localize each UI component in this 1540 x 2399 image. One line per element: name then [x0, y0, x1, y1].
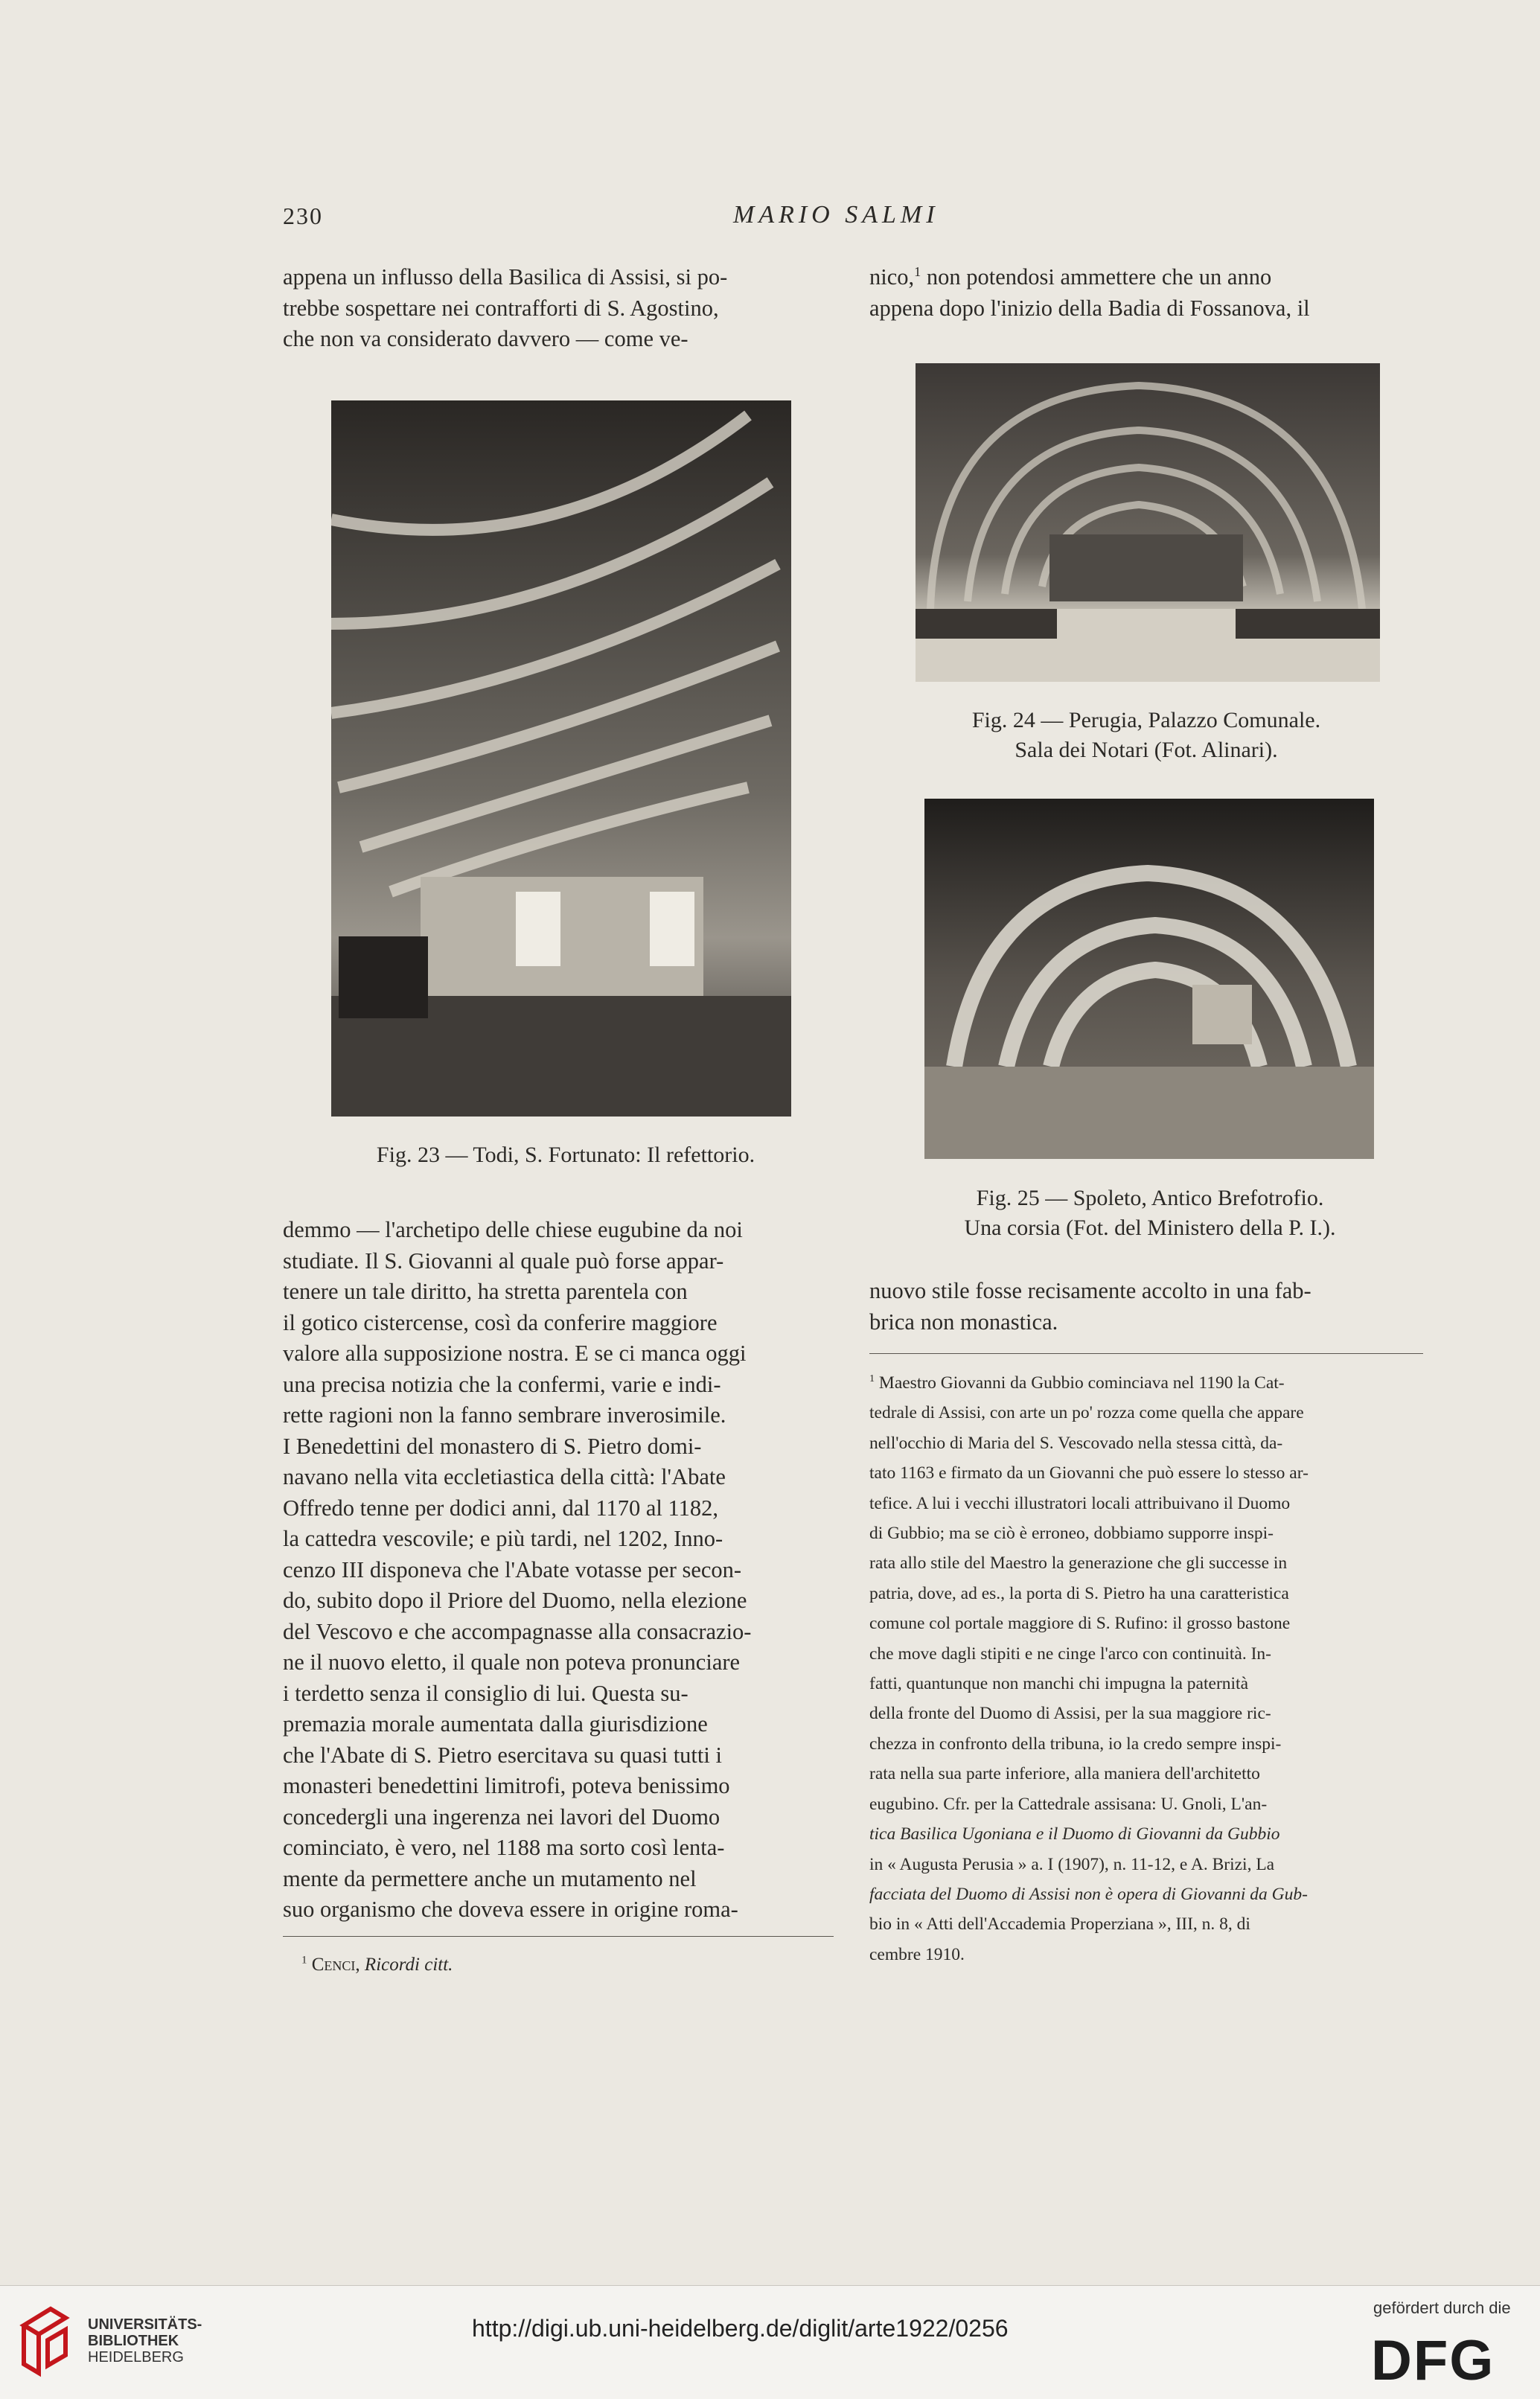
footnote-ref: 1: [914, 263, 921, 279]
footnote-left: [301, 1955, 674, 1975]
figure-24-caption-line-2: Sala dei Notari (Fot. Alinari).: [1015, 738, 1278, 762]
text-line: I Benedettini del monastero di S. Pietro domi-: [283, 1433, 702, 1459]
footnote-line: tato 1163 e firmato da un Giovanni che può essere lo stesso ar-: [869, 1463, 1309, 1483]
footnote-line: nell'occhio di Maria del S. Vescovado nella stessa città, da-: [869, 1433, 1283, 1453]
figure-25-photo: [924, 799, 1374, 1159]
text-line: concedergli una ingerenza nei lavori del Duomo: [283, 1804, 721, 1830]
text-line: cominciato, è vero, nel 1188 ma sorto così lenta-: [283, 1835, 725, 1860]
text-line: nuovo stile fosse recisamente accolto in una fab-: [869, 1278, 1311, 1303]
footnote-line: bio in « Atti dell'Accademia Properziana », III, n. 8, di: [869, 1914, 1250, 1935]
text-line: navano nella vita eccletiastica della città: l'Abate: [283, 1464, 726, 1489]
text-line: demmo — l'archetipo delle chiese eugubine da noi: [283, 1217, 743, 1242]
footnote-line: eugubino. Cfr. per la Cattedrale assisana: U. Gnoli, L'an-: [869, 1794, 1268, 1814]
figure-25-caption-line-1: Fig. 25 — Spoleto, Antico Brefotrofio.: [976, 1186, 1324, 1210]
footnote-line: tedrale di Assisi, con arte un po' rozza come quella che appare: [869, 1403, 1304, 1423]
text-line: ne il nuovo eletto, il quale non poteva pronunciare: [283, 1649, 741, 1675]
text-line: brica non monastica.: [869, 1309, 1058, 1335]
footnote-line: rata allo stile del Maestro la generazione che gli successe in: [869, 1553, 1288, 1574]
left-column-top: [283, 262, 834, 355]
figure-24-caption: [893, 706, 1399, 765]
left-column-main: [283, 1215, 834, 1926]
text-line: nico,$^1$ non potendosi ammettere che un anno: [869, 263, 1272, 290]
right-column-main: [869, 1276, 1423, 1338]
text-line: che non va considerato davvero — come ve-: [283, 326, 688, 351]
footnote-line: cembre 1910.: [869, 1944, 965, 1964]
right-column-top: [869, 262, 1423, 324]
figure-23-caption: Fig. 23 — Todi, S. Fortunato: Il refettorio.: [376, 1143, 755, 1167]
footnote-right: [869, 1368, 1423, 1970]
footnote-line: $^1$ Maestro Giovanni da Gubbio cominciava nel 1190 la Cat-: [869, 1373, 1285, 1393]
figure-25-caption-line-2: Una corsia (Fot. del Ministero della P. I.).: [964, 1216, 1336, 1240]
text-line: do, subito dopo il Priore del Duomo, nella elezione: [283, 1588, 747, 1613]
footnote-rule-left: [283, 1936, 834, 1937]
figure-25-caption: [893, 1183, 1407, 1243]
text-line: trebbe sospettare nei contrafforti di S. Agostino,: [283, 295, 719, 321]
figure-24-caption-line-1: Fig. 24 — Perugia, Palazzo Comunale.: [971, 708, 1321, 732]
university-library-logo[interactable]: [18, 2303, 71, 2377]
footnote-line: in « Augusta Perusia » a. I (1907), n. 11-12, e A. Brizi, La: [869, 1854, 1275, 1874]
figure-24-photo: [916, 363, 1380, 682]
figure-23-photo: [331, 400, 791, 1117]
footnote-author: Cenci,: [311, 1955, 360, 1975]
text-line: studiate. Il S. Giovanni al quale può forse appar-: [283, 1248, 724, 1274]
dfg-logo[interactable]: DFG: [1371, 2329, 1495, 2392]
footnote-line: comune col portale maggiore di S. Rufino: il grosso bastone: [869, 1614, 1291, 1634]
permalink-url[interactable]: http://digi.ub.uni-heidelberg.de/diglit/arte1922/0256: [472, 2315, 1009, 2342]
text-line: cenzo III disponeva che l'Abate votasse per secon-: [283, 1556, 742, 1582]
text-line: monasteri benedettini limitrofi, poteva benissimo: [283, 1773, 730, 1798]
footnote-line: della fronte del Duomo di Assisi, per la sua maggiore ric-: [869, 1704, 1271, 1724]
university-library-name: UNIVERSITÄTS- BIBLIOTHEK HEIDELBERG: [88, 2316, 202, 2366]
text-line: suo organismo che doveva essere in origine roma-: [283, 1897, 738, 1922]
footnote-rule-right: [869, 1353, 1423, 1354]
footnote-line: patria, dove, ad es., la porta di S. Pietro ha una caratteristica: [869, 1583, 1289, 1603]
footnote-line: rata nella sua parte inferiore, alla maniera dell'architetto: [869, 1764, 1260, 1784]
text-line: una precisa notizia che la confermi, varie e indi-: [283, 1371, 721, 1397]
text-line: i terdetto senza il consiglio di lui. Questa su-: [283, 1680, 688, 1706]
footnote-title: Ricordi citt.: [364, 1955, 453, 1975]
text-line: appena dopo l'inizio della Badia di Fossanova, il: [869, 295, 1310, 321]
text-line: il gotico cistercense, così da conferire maggiore: [283, 1309, 718, 1335]
footnote-line: di Gubbio; ma se ciò è erroneo, dobbiamo supporre inspi-: [869, 1524, 1274, 1544]
text-line: rette ragioni non la fanno sembrare inverosimile.: [283, 1402, 726, 1428]
footnote-line: fatti, quantunque non manchi chi impugna la paternità: [869, 1674, 1249, 1694]
text-line: premazia morale aumentata dalla giurisdizione: [283, 1711, 708, 1737]
text-line: del Vescovo e che accompagnasse alla consacrazio-: [283, 1618, 752, 1644]
text-line: la cattedra vescovile; e più tardi, nel 1202, Inno-: [283, 1526, 723, 1551]
footnote-line: facciata del Duomo di Assisi non è opera di Giovanni da Gub-: [869, 1884, 1308, 1904]
page-number: 230: [283, 202, 323, 229]
text-line: Offredo tenne per dodici anni, dal 1170 al 1182,: [283, 1495, 718, 1521]
text-line: valore alla supposizione nostra. E se ci manca oggi: [283, 1341, 747, 1366]
footnote-line: chezza in confronto della tribuna, io la credo sempre inspi-: [869, 1734, 1282, 1754]
footnote-line: tefice. A lui i vecchi illustratori locali attribuivano il Duomo: [869, 1493, 1291, 1513]
footnote-number: 1: [301, 1954, 307, 1967]
running-title: MARIO SALMI: [733, 201, 939, 229]
text-line: che l'Abate di S. Pietro esercitava su quasi tutti i: [283, 1742, 722, 1768]
text-line: mente da permettere anche un mutamento nel: [283, 1865, 697, 1891]
funded-by-label: gefördert durch die: [1373, 2299, 1511, 2317]
footnote-line: tica Basilica Ugoniana e il Duomo di Giovanni da Gubbio: [869, 1824, 1280, 1844]
text-line: appena un influsso della Basilica di Assisi, si po-: [283, 264, 728, 290]
footnote-line: che move dagli stipiti e ne cinge l'arco con continuità. In-: [869, 1643, 1271, 1664]
text-line: tenere un tale diritto, ha stretta parentela con: [283, 1279, 688, 1304]
